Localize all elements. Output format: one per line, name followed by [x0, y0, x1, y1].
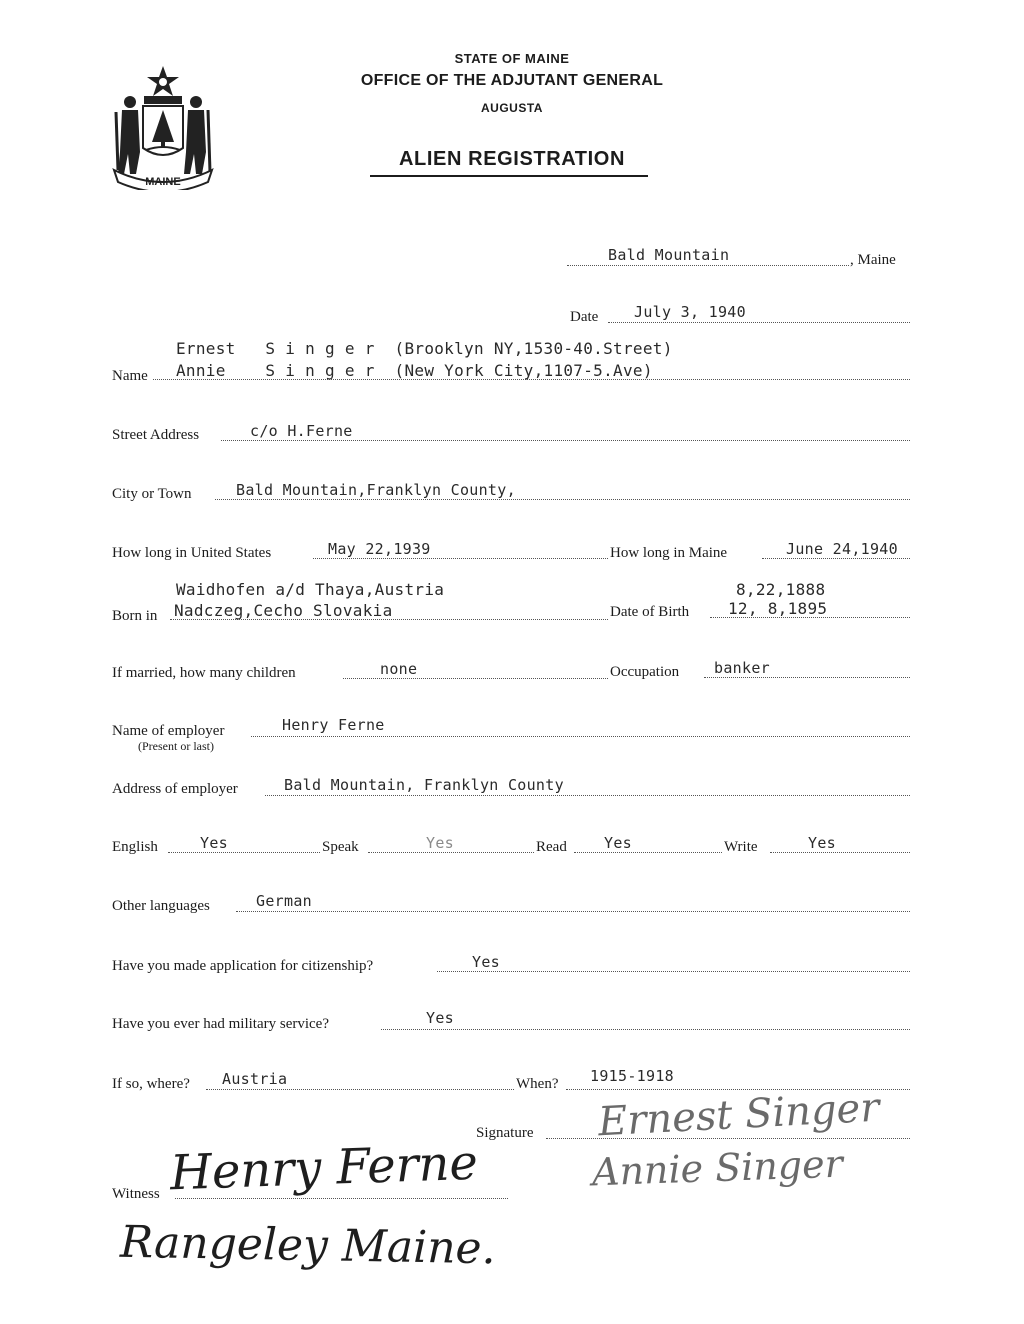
witness-signature: Henry Ferne: [169, 1134, 479, 1202]
date-value: July 3, 1940: [634, 303, 746, 321]
street-label: Street Address: [112, 427, 200, 443]
children-value: none: [380, 660, 418, 678]
read-label: Read: [536, 839, 567, 855]
occupation-label: Occupation: [610, 664, 680, 680]
employer-value: Henry Ferne: [282, 716, 385, 734]
other-lang-label: Other languages: [112, 898, 210, 914]
name-label: Name: [112, 368, 148, 384]
city-value: Bald Mountain,Franklyn County,: [236, 481, 516, 499]
emp-addr-value: Bald Mountain, Franklyn County: [284, 776, 564, 794]
when-value: 1915-1918: [590, 1067, 674, 1085]
emp-addr-label: Address of employer: [112, 781, 238, 797]
military-label: Have you ever had military service?: [112, 1016, 329, 1032]
write-label: Write: [724, 839, 758, 855]
employer-sub-label: (Present or last): [138, 739, 214, 753]
header-city: AUGUSTA: [481, 101, 543, 115]
born-value-2: Nadczeg,Cecho Slovakia: [174, 601, 393, 620]
citizenship-label: Have you made application for citizenship?: [112, 958, 374, 974]
place-value: Bald Mountain: [608, 246, 730, 264]
occupation-value: banker: [714, 659, 770, 677]
seal-ribbon-text: MAINE: [145, 176, 181, 188]
write-value: Yes: [808, 834, 836, 852]
english-label: English: [112, 839, 158, 855]
when-label: When?: [516, 1076, 559, 1092]
dob-label: Date of Birth: [610, 604, 690, 620]
maine-value: June 24,1940: [786, 540, 898, 558]
born-label: Born in: [112, 608, 158, 624]
header-state: STATE OF MAINE: [454, 51, 570, 66]
witness-place: Rangeley Maine.: [119, 1216, 497, 1275]
signature-annie: Annie Singer: [591, 1141, 844, 1195]
english-value: Yes: [200, 834, 228, 852]
read-value: Yes: [604, 834, 632, 852]
maine-label: How long in Maine: [610, 545, 728, 561]
other-lang-value: German: [256, 892, 312, 910]
military-value: Yes: [426, 1009, 454, 1027]
name-value-2: Annie S i n g e r (New York City,1107-5.Ave): [176, 361, 653, 380]
maine-state-seal: [108, 62, 218, 190]
speak-value: Yes: [426, 834, 454, 852]
where-value: Austria: [222, 1070, 288, 1088]
us-value: May 22,1939: [328, 540, 431, 558]
header-office: OFFICE OF THE ADJUTANT GENERAL: [360, 72, 664, 89]
city-label: City or Town: [112, 486, 192, 502]
name-value-1: Ernest S i n g e r (Brooklyn NY,1530-40.Street): [176, 339, 673, 358]
us-label: How long in United States: [112, 545, 272, 561]
title-underline: [370, 175, 648, 177]
signature-ernest: Ernest Singer: [596, 1084, 881, 1146]
children-label: If married, how many children: [112, 665, 296, 681]
employer-label: Name of employer: [112, 723, 225, 739]
place-suffix: , Maine: [850, 252, 896, 268]
witness-label: Witness: [112, 1186, 160, 1202]
form-title: ALIEN REGISTRATION: [399, 148, 625, 170]
born-value-1: Waidhofen a/d Thaya,Austria: [176, 580, 445, 599]
where-label: If so, where?: [112, 1076, 190, 1092]
citizenship-value: Yes: [472, 953, 500, 971]
date-label: Date: [570, 309, 599, 325]
street-value: c/o H.Ferne: [250, 422, 353, 440]
dob-value-1: 8,22,1888: [736, 580, 826, 599]
dob-value-2: 12, 8,1895: [728, 599, 828, 618]
signature-label: Signature: [476, 1125, 534, 1141]
speak-label: Speak: [322, 839, 359, 855]
